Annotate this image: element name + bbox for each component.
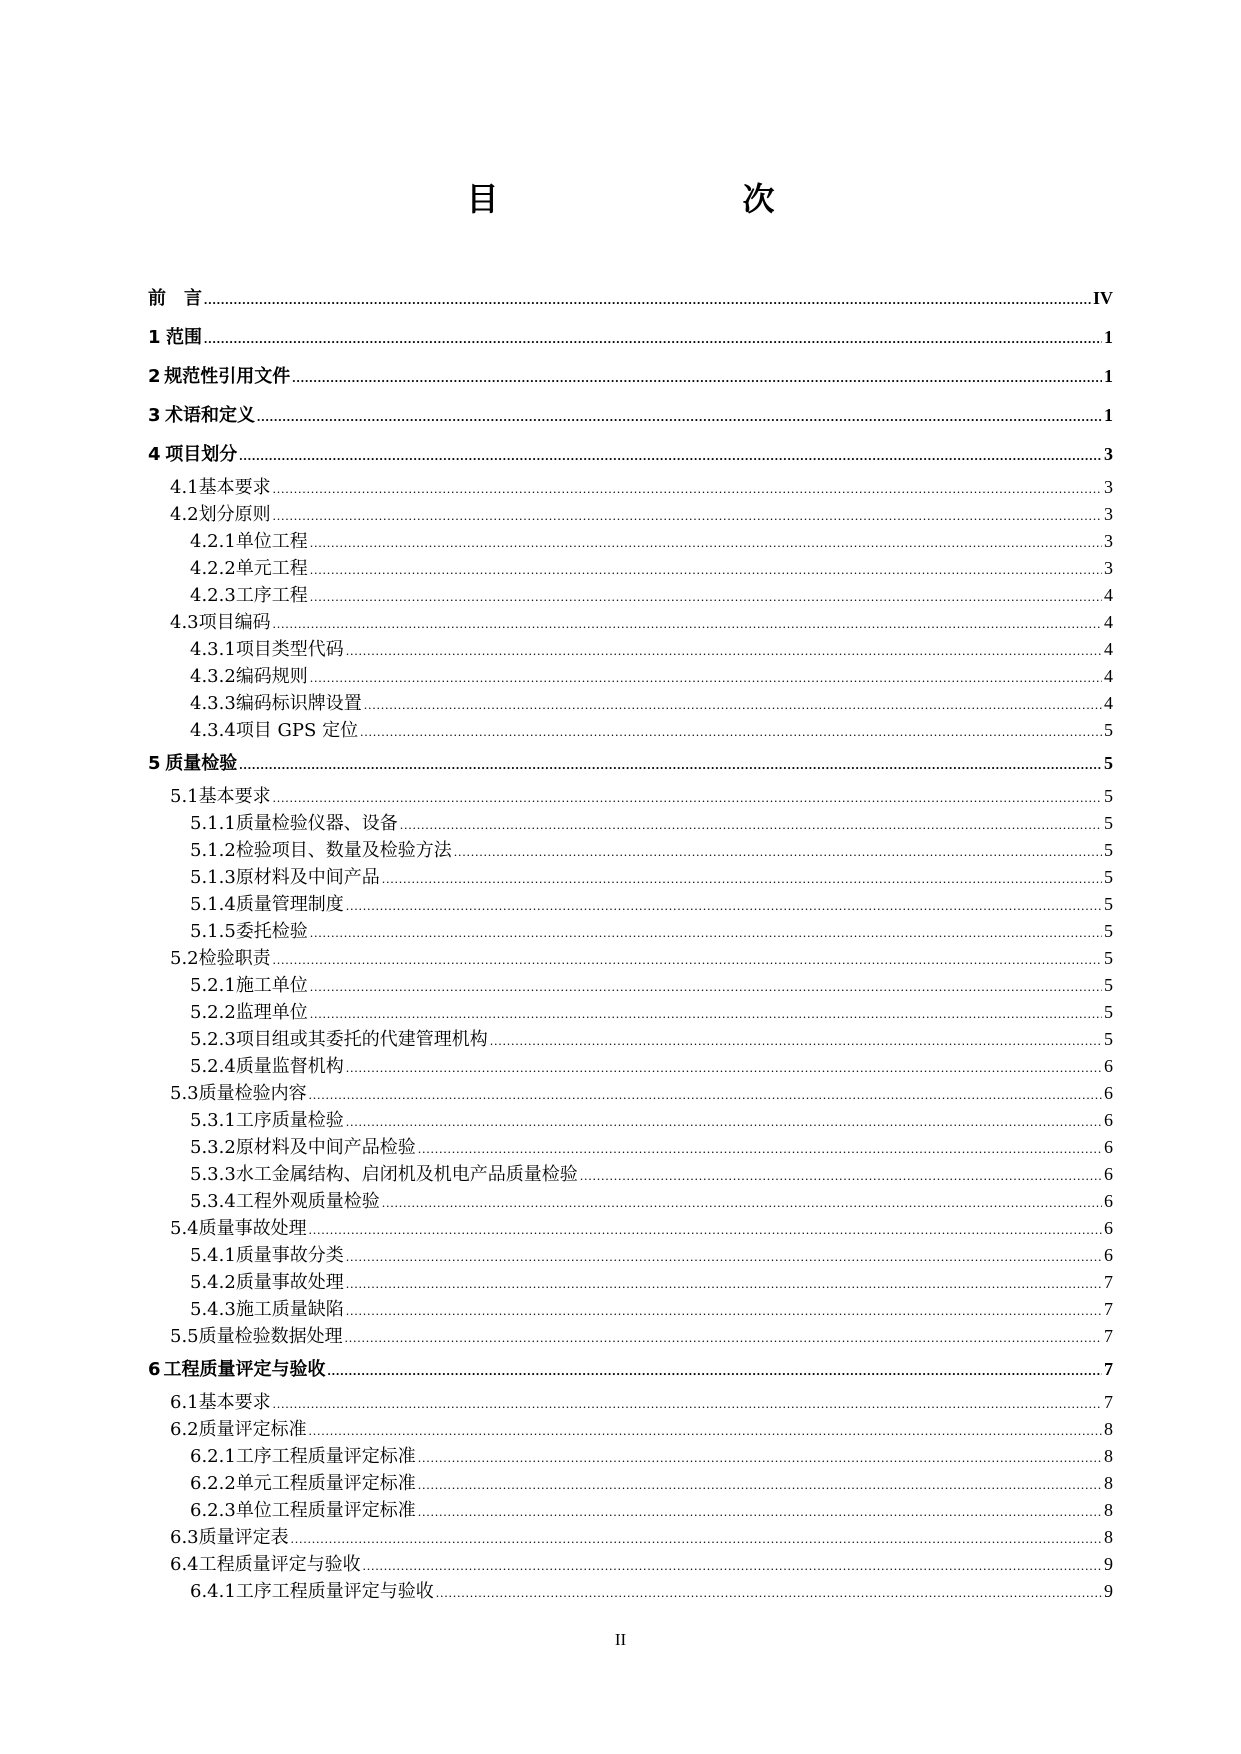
toc-entry[interactable]	[148, 555, 1113, 582]
toc-entry[interactable]	[148, 474, 1113, 501]
toc-entry-label: 工序工程	[235, 585, 308, 606]
toc-entry-page: 7	[1104, 1392, 1113, 1412]
dot-leader	[310, 529, 1102, 556]
toc-entry[interactable]	[148, 1416, 1113, 1443]
toc-entry-number: 4.1	[170, 477, 199, 498]
toc-entry-number: 5.1.2	[190, 840, 236, 861]
toc-entry-number: 4.2.2	[190, 558, 236, 579]
toc-entry[interactable]	[148, 1497, 1113, 1524]
dot-leader	[382, 1189, 1102, 1216]
dot-leader	[309, 1081, 1102, 1108]
toc-entry-page: 8	[1104, 1500, 1113, 1520]
toc-entry-label: 单位工程质量评定标准	[235, 1500, 416, 1521]
dot-leader	[382, 865, 1102, 892]
toc-entry-number: 5	[148, 753, 161, 774]
toc-entry-page: 5	[1104, 1002, 1113, 1022]
toc-entry-number: 5.1.4	[190, 894, 236, 915]
toc-entry-label: 质量检验数据处理	[198, 1326, 343, 1347]
toc-entry-label: 质量检验内容	[198, 1083, 307, 1104]
toc-entry-label: 检验职责	[198, 948, 271, 969]
toc-entry[interactable]	[148, 810, 1113, 837]
toc-entry-page: 6	[1104, 1218, 1113, 1238]
toc-entry-label: 原材料及中间产品	[235, 867, 380, 888]
toc-entry-number: 5.3.2	[190, 1137, 236, 1158]
dot-leader	[273, 784, 1102, 811]
toc-entry-page: 5	[1104, 975, 1113, 995]
toc-entry[interactable]	[148, 1269, 1113, 1296]
toc-entry-page: IV	[1092, 288, 1113, 308]
dot-leader	[418, 1471, 1102, 1498]
dot-leader	[310, 1000, 1102, 1027]
toc-entry-label: 质量评定标准	[198, 1419, 307, 1440]
dot-leader	[309, 1417, 1102, 1444]
dot-leader	[364, 691, 1102, 718]
dot-leader	[292, 358, 1102, 397]
toc-entry-label: 质量事故处理	[235, 1272, 344, 1293]
toc-entry-number: 5.3.1	[190, 1110, 236, 1131]
toc-entry-number: 6.3	[170, 1527, 199, 1548]
toc-entry-label: 项目 GPS 定位	[235, 720, 359, 741]
toc-entry-label: 质量管理制度	[235, 894, 344, 915]
dot-leader	[310, 583, 1102, 610]
toc-entry-page: 7	[1104, 1299, 1113, 1319]
toc-entry-label: 工序质量检验	[235, 1110, 344, 1131]
toc-entry[interactable]	[148, 1134, 1113, 1161]
toc-entry-label: 质量事故处理	[198, 1218, 307, 1239]
toc-entry-page: 1	[1104, 405, 1113, 425]
dot-leader	[310, 556, 1102, 583]
toc-entry-number: 5.2.4	[190, 1056, 236, 1077]
dot-leader	[309, 1216, 1102, 1243]
toc-entry[interactable]	[148, 1080, 1113, 1107]
dot-leader	[454, 838, 1102, 865]
toc-entry[interactable]	[148, 435, 1113, 474]
toc-entry-page: 6	[1104, 1056, 1113, 1076]
toc-entry[interactable]	[148, 1107, 1113, 1134]
toc-entry-number: 5.4.3	[190, 1299, 236, 1320]
toc-entry-label: 工程外观质量检验	[235, 1191, 380, 1212]
toc-entry-number: 4.3.1	[190, 639, 236, 660]
toc-entry[interactable]	[148, 318, 1113, 357]
toc-entry-page: 5	[1104, 840, 1113, 860]
toc-entry[interactable]	[148, 396, 1113, 435]
dot-leader	[239, 745, 1102, 784]
toc-entry[interactable]	[148, 1551, 1113, 1578]
toc-entry-number: 5.1.1	[190, 813, 236, 834]
toc-entry-label: 委托检验	[235, 921, 308, 942]
toc-entry-label: 质量事故分类	[235, 1245, 344, 1266]
dot-leader	[310, 919, 1102, 946]
dot-leader	[346, 1243, 1102, 1270]
toc-entry[interactable]	[148, 1470, 1113, 1497]
toc-entry-label: 工程质量评定与验收	[163, 1359, 326, 1380]
toc-entry-page: 1	[1104, 327, 1113, 347]
toc-entry-number: 5.3	[170, 1083, 199, 1104]
dot-leader	[273, 502, 1102, 529]
toc-entry[interactable]	[148, 636, 1113, 663]
toc-entry-page: 5	[1104, 867, 1113, 887]
dot-leader	[239, 436, 1102, 475]
toc-entry-page: 8	[1104, 1473, 1113, 1493]
toc-entry-number: 6.2.1	[190, 1446, 236, 1467]
toc-entry[interactable]	[148, 1524, 1113, 1551]
toc-entry-page: 6	[1104, 1245, 1113, 1265]
toc-entry[interactable]	[148, 582, 1113, 609]
toc-entry-page: 7	[1104, 1326, 1113, 1346]
toc-entry[interactable]	[148, 1389, 1113, 1416]
toc-entry-number: 6.2.3	[190, 1500, 236, 1521]
dot-leader	[310, 973, 1102, 1000]
dot-leader	[273, 475, 1102, 502]
toc-entry[interactable]	[148, 1242, 1113, 1269]
toc-entry-page: 6	[1104, 1137, 1113, 1157]
toc-entry-page: 3	[1104, 504, 1113, 524]
toc-entry-number: 5.5	[170, 1326, 199, 1347]
toc-entry-page: 5	[1104, 921, 1113, 941]
toc-entry[interactable]	[148, 690, 1113, 717]
dot-leader	[580, 1162, 1102, 1189]
toc-entry-label: 基本要求	[198, 1392, 271, 1413]
toc-entry-page: 6	[1104, 1191, 1113, 1211]
toc-entry-number: 5.1	[170, 786, 199, 807]
dot-leader	[346, 1054, 1102, 1081]
toc-entry[interactable]	[148, 972, 1113, 999]
dot-leader	[328, 1351, 1102, 1390]
toc-entry-page: 5	[1104, 753, 1113, 773]
toc-entry-label: 施工质量缺陷	[235, 1299, 344, 1320]
toc-entry[interactable]	[148, 1443, 1113, 1470]
toc-entry-page: 4	[1104, 612, 1113, 632]
dot-leader	[436, 1579, 1102, 1606]
toc-entry-number: 5.4.1	[190, 1245, 236, 1266]
toc-entry[interactable]	[148, 1350, 1113, 1389]
table-of-contents	[148, 279, 1113, 1605]
toc-entry[interactable]	[148, 1161, 1113, 1188]
toc-entry[interactable]	[148, 1188, 1113, 1215]
toc-entry-page: 5	[1104, 948, 1113, 968]
toc-entry-page: 6	[1104, 1110, 1113, 1130]
toc-entry-page: 6	[1104, 1083, 1113, 1103]
dot-leader	[257, 397, 1102, 436]
toc-entry[interactable]	[148, 609, 1113, 636]
toc-entry-label: 监理单位	[235, 1002, 308, 1023]
toc-entry-number: 1	[148, 327, 161, 348]
toc-entry-page: 4	[1104, 639, 1113, 659]
toc-entry-page: 6	[1104, 1164, 1113, 1184]
toc-entry-label: 工程质量评定与验收	[198, 1554, 361, 1575]
dot-leader	[204, 319, 1102, 358]
toc-entry-label: 项目组或其委托的代建管理机构	[235, 1029, 488, 1050]
toc-entry[interactable]	[148, 1578, 1113, 1605]
toc-entry-number: 6.4.1	[190, 1581, 236, 1602]
toc-entry[interactable]	[148, 744, 1113, 783]
toc-entry-label: 质量监督机构	[235, 1056, 344, 1077]
dot-leader	[345, 1324, 1102, 1351]
dot-leader	[400, 811, 1102, 838]
toc-entry[interactable]	[148, 783, 1113, 810]
toc-entry-number: 6.1	[170, 1392, 199, 1413]
toc-entry[interactable]	[148, 1296, 1113, 1323]
page-title: 目 次	[466, 180, 835, 218]
toc-entry-page: 4	[1104, 666, 1113, 686]
toc-entry-page: 9	[1104, 1554, 1113, 1574]
dot-leader	[363, 1552, 1102, 1579]
toc-entry-number: 4.2	[170, 504, 199, 525]
toc-entry-page: 7	[1104, 1359, 1113, 1379]
dot-leader	[360, 718, 1102, 745]
toc-entry[interactable]	[148, 891, 1113, 918]
toc-entry-page: 5	[1104, 1029, 1113, 1049]
dot-leader	[346, 892, 1102, 919]
toc-entry-label: 单元工程质量评定标准	[235, 1473, 416, 1494]
toc-entry[interactable]	[148, 837, 1113, 864]
toc-entry-label: 规范性引用文件	[164, 366, 291, 387]
toc-entry-label: 质量评定表	[198, 1527, 289, 1548]
toc-entry-page: 8	[1104, 1446, 1113, 1466]
toc-entry-number: 5.4	[170, 1218, 199, 1239]
toc-entry-page: 3	[1104, 477, 1113, 497]
toc-entry[interactable]	[148, 357, 1113, 396]
toc-entry-label: 划分原则	[198, 504, 271, 525]
toc-entry-label: 前 言	[148, 288, 202, 309]
dot-leader	[204, 280, 1091, 319]
toc-entry-page: 9	[1104, 1581, 1113, 1601]
toc-entry-number: 5.2.1	[190, 975, 236, 996]
toc-entry-page: 5	[1104, 894, 1113, 914]
dot-leader	[310, 664, 1102, 691]
toc-entry-page: 3	[1104, 558, 1113, 578]
toc-entry[interactable]	[148, 1026, 1113, 1053]
dot-leader	[346, 1270, 1102, 1297]
toc-entry[interactable]	[148, 864, 1113, 891]
toc-entry-number: 5.3.4	[190, 1191, 236, 1212]
toc-entry[interactable]	[148, 945, 1113, 972]
toc-entry-label: 检验项目、数量及检验方法	[235, 840, 452, 861]
toc-entry-page: 5	[1104, 720, 1113, 740]
toc-entry-number: 4	[148, 444, 161, 465]
toc-entry-label: 单位工程	[235, 531, 308, 552]
dot-leader	[346, 637, 1102, 664]
toc-entry-label: 施工单位	[235, 975, 308, 996]
toc-entry-label: 单元工程	[235, 558, 308, 579]
toc-entry-number: 4.3.4	[190, 720, 236, 741]
toc-entry-number: 6.2.2	[190, 1473, 236, 1494]
toc-entry-page: 8	[1104, 1527, 1113, 1547]
toc-entry[interactable]	[148, 501, 1113, 528]
toc-entry-page: 3	[1104, 444, 1113, 464]
toc-entry-label: 基本要求	[198, 786, 271, 807]
toc-entry-page: 4	[1104, 585, 1113, 605]
toc-entry[interactable]	[148, 279, 1113, 318]
toc-entry-number: 4.2.3	[190, 585, 236, 606]
toc-entry-page: 8	[1104, 1419, 1113, 1439]
toc-entry-number: 6.2	[170, 1419, 199, 1440]
toc-entry-number: 6.4	[170, 1554, 199, 1575]
toc-entry-label: 编码规则	[235, 666, 308, 687]
dot-leader	[291, 1525, 1102, 1552]
toc-entry-number: 3	[148, 405, 161, 426]
toc-entry[interactable]	[148, 663, 1113, 690]
toc-entry[interactable]	[148, 999, 1113, 1026]
toc-entry-label: 质量检验	[165, 753, 238, 774]
toc-entry[interactable]	[148, 1215, 1113, 1242]
toc-entry[interactable]	[148, 918, 1113, 945]
dot-leader	[346, 1297, 1102, 1324]
toc-entry-number: 5.3.3	[190, 1164, 236, 1185]
toc-entry-page: 7	[1104, 1272, 1113, 1292]
toc-entry-label: 基本要求	[198, 477, 271, 498]
toc-entry-number: 2	[148, 366, 161, 387]
toc-entry-label: 工序工程质量评定标准	[235, 1446, 416, 1467]
toc-entry-label: 术语和定义	[164, 405, 255, 426]
dot-leader	[490, 1027, 1102, 1054]
toc-entry-page: 5	[1104, 813, 1113, 833]
toc-entry[interactable]	[148, 528, 1113, 555]
toc-entry-label: 原材料及中间产品检验	[235, 1137, 416, 1158]
dot-leader	[273, 946, 1102, 973]
toc-entry-number: 5.2.2	[190, 1002, 236, 1023]
toc-entry-number: 6	[148, 1359, 161, 1380]
dot-leader	[418, 1498, 1102, 1525]
toc-entry-number: 4.3.3	[190, 693, 236, 714]
toc-entry-page: 1	[1104, 366, 1113, 386]
toc-entry-label: 项目编码	[198, 612, 271, 633]
toc-entry-label: 编码标识牌设置	[235, 693, 362, 714]
dot-leader	[273, 610, 1102, 637]
toc-entry-page: 4	[1104, 693, 1113, 713]
toc-entry-number: 5.4.2	[190, 1272, 236, 1293]
toc-entry-label: 水工金属结构、启闭机及机电产品质量检验	[235, 1164, 578, 1185]
dot-leader	[346, 1108, 1102, 1135]
toc-entry[interactable]	[148, 717, 1113, 744]
page-number: II	[614, 1630, 627, 1649]
toc-entry-label: 项目划分	[165, 444, 238, 465]
toc-entry[interactable]	[148, 1053, 1113, 1080]
toc-entry-label: 范围	[166, 327, 203, 348]
toc-entry-label: 工序工程质量评定与验收	[235, 1581, 434, 1602]
dot-leader	[273, 1390, 1102, 1417]
toc-entry-number: 4.3	[170, 612, 199, 633]
toc-entry-number: 4.2.1	[190, 531, 236, 552]
toc-entry-label: 项目类型代码	[235, 639, 344, 660]
toc-entry-number: 4.3.2	[190, 666, 236, 687]
toc-entry-label: 质量检验仪器、设备	[235, 813, 398, 834]
toc-entry[interactable]	[148, 1323, 1113, 1350]
toc-entry-number: 5.2.3	[190, 1029, 236, 1050]
toc-entry-number: 5.1.3	[190, 867, 236, 888]
toc-entry-number: 5.2	[170, 948, 199, 969]
toc-entry-number: 5.1.5	[190, 921, 236, 942]
dot-leader	[418, 1444, 1102, 1471]
toc-entry-page: 3	[1104, 531, 1113, 551]
dot-leader	[418, 1135, 1102, 1162]
toc-entry-page: 5	[1104, 786, 1113, 806]
